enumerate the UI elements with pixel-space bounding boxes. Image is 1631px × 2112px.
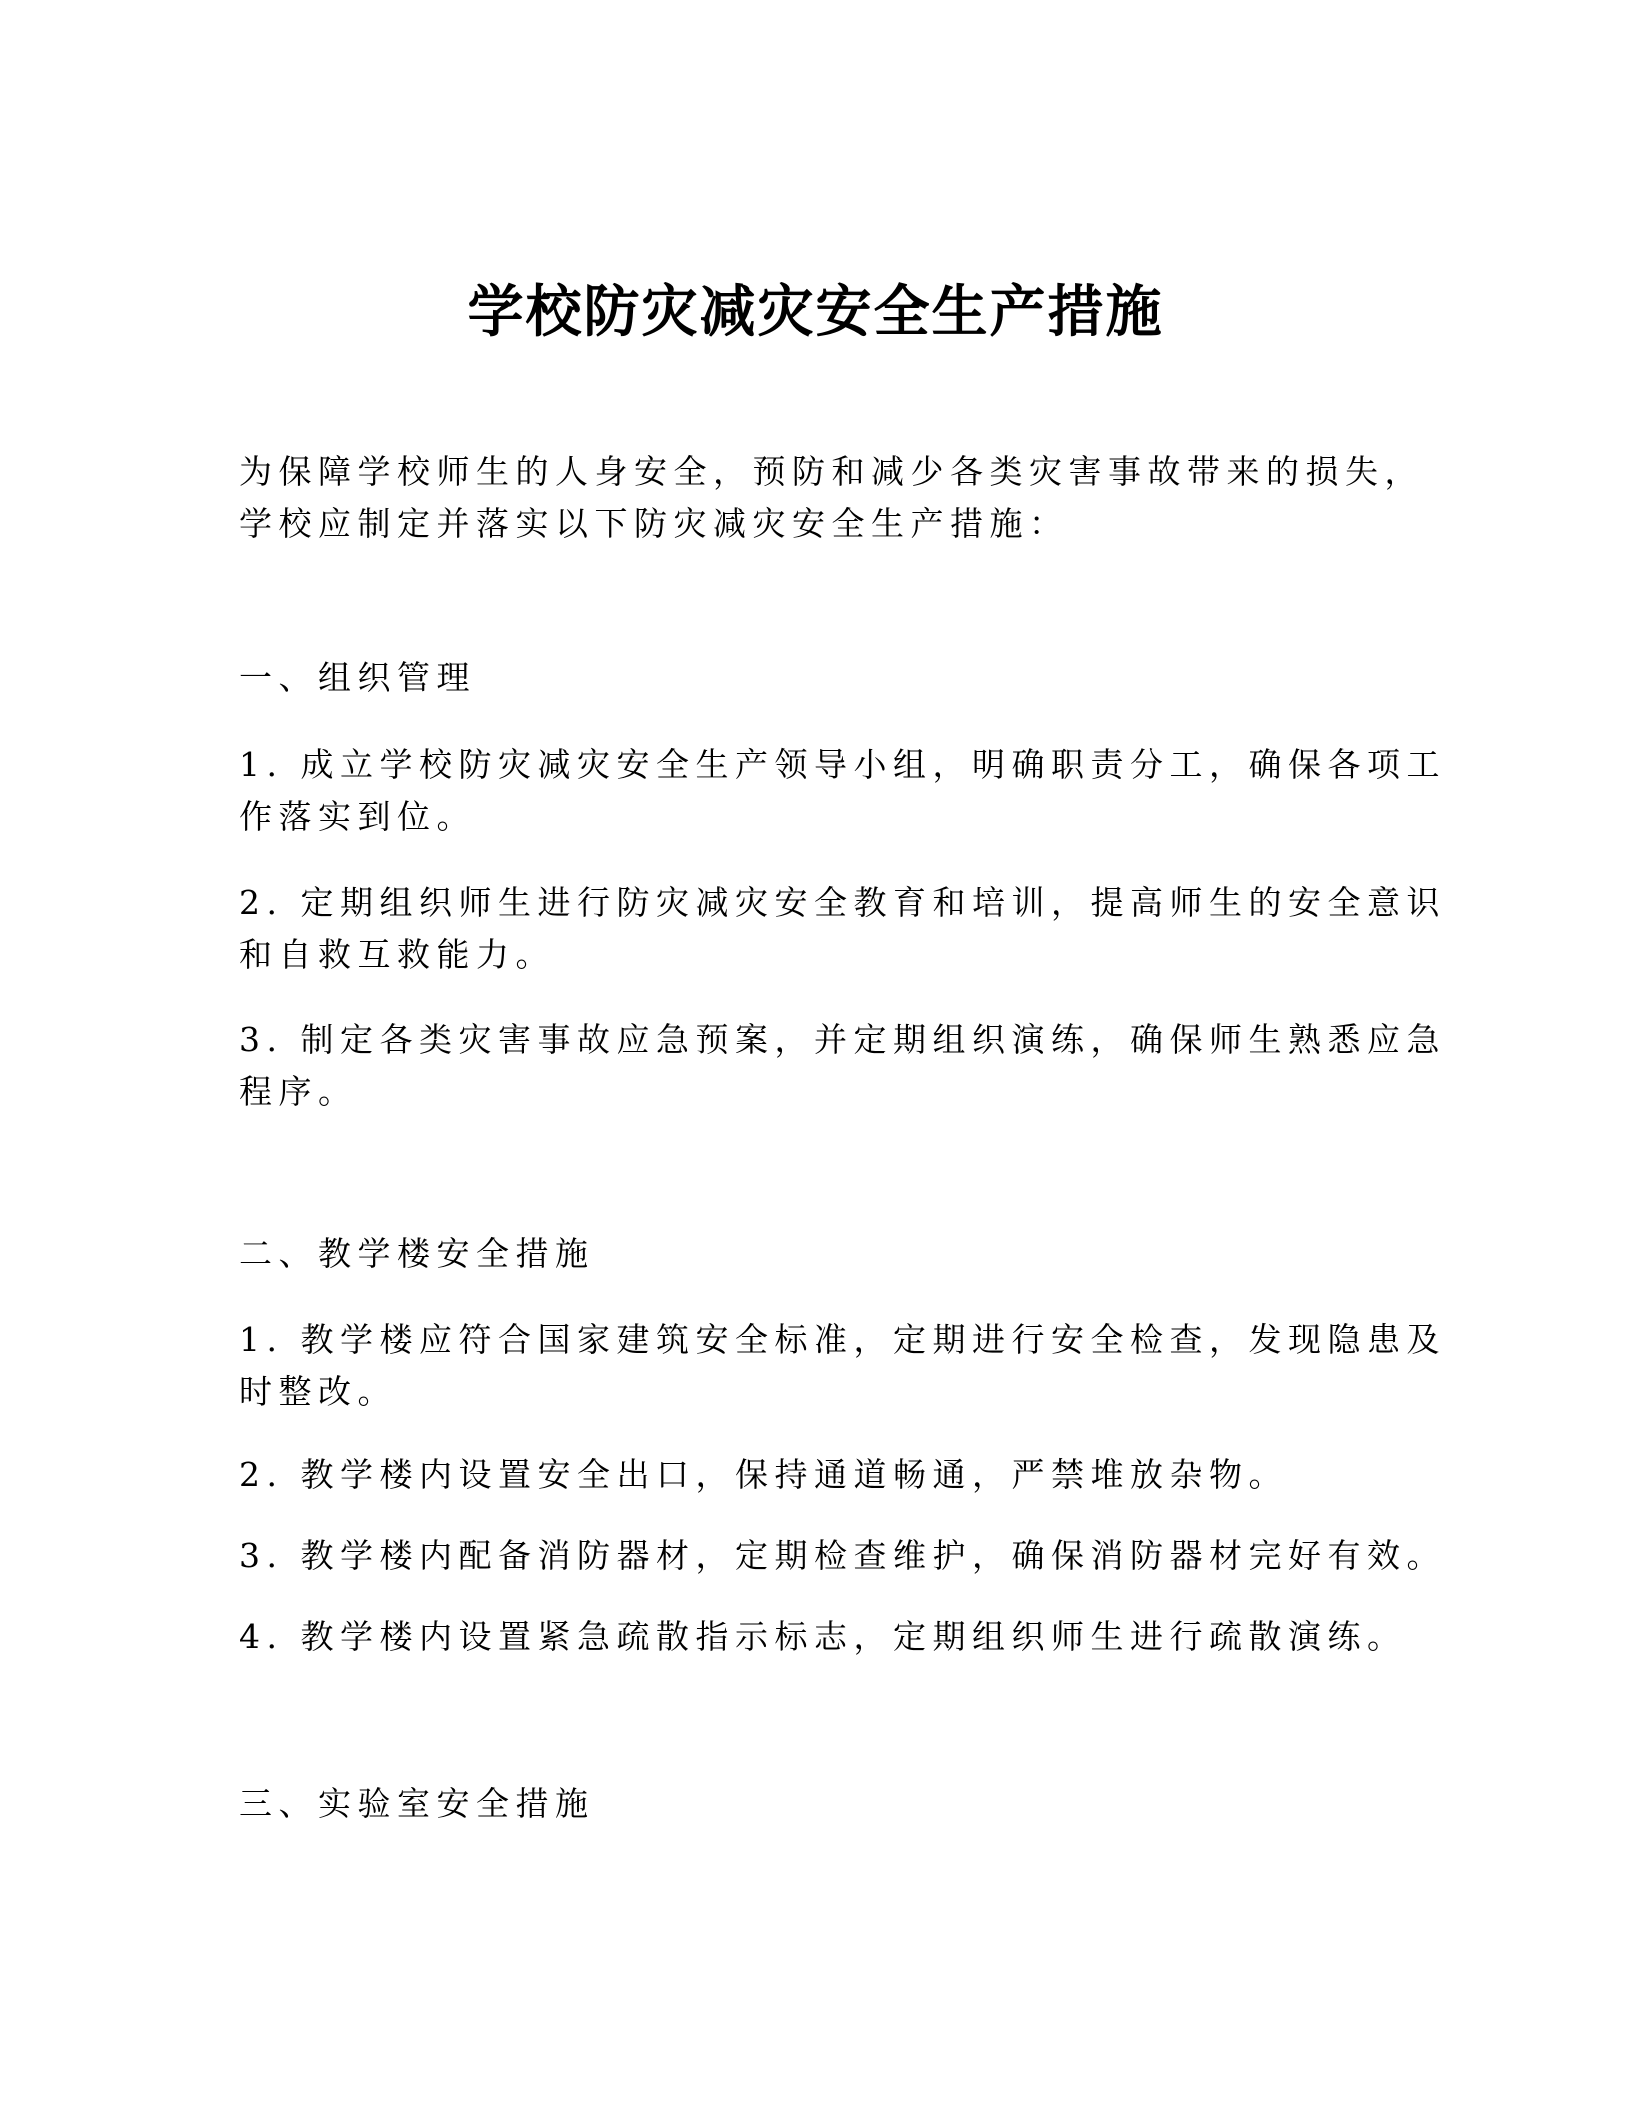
list-item (239, 1314, 1446, 1418)
section-heading: 一、组织管理 (239, 658, 476, 697)
list-item (239, 1530, 1446, 1582)
list-item-line: 2. 定期组织师生进行防灾减灾安全教育和培训，提高师生的安全意识 (239, 883, 1446, 922)
list-item-line: 3. 制定各类灾害事故应急预案，并定期组织演练，确保师生熟悉应急 (239, 1020, 1446, 1059)
list-item (239, 739, 1446, 843)
section-heading: 二、教学楼安全措施 (239, 1234, 595, 1273)
list-item-line: 作落实到位。 (239, 797, 476, 836)
intro-line: 为保障学校师生的人身安全，预防和减少各类灾害事故带来的损失， (239, 452, 1424, 491)
list-item-line: 和自救互救能力。 (239, 935, 555, 974)
list-item (239, 1014, 1446, 1118)
list-item-line: 1. 成立学校防灾减灾安全生产领导小组，明确职责分工，确保各项工 (239, 745, 1446, 784)
section-heading: 三、实验室安全措施 (239, 1784, 595, 1823)
list-item-line: 程序。 (239, 1072, 358, 1111)
list-item-line: 1. 教学楼应符合国家建筑安全标准，定期进行安全检查，发现隐患及 (239, 1320, 1446, 1359)
list-item-line: 4. 教学楼内设置紧急疏散指示标志，定期组织师生进行疏散演练。 (239, 1617, 1407, 1656)
intro-line: 学校应制定并落实以下防灾减灾安全生产措施： (239, 504, 1069, 543)
intro-paragraph (239, 446, 1424, 550)
list-item (239, 877, 1446, 981)
list-item-line: 时整改。 (239, 1372, 397, 1411)
list-item (239, 1611, 1407, 1663)
document-title: 学校防灾减灾安全生产措施 (467, 279, 1164, 345)
list-item-line: 3. 教学楼内配备消防器材，定期检查维护，确保消防器材完好有效。 (239, 1536, 1446, 1575)
list-item-line: 2. 教学楼内设置安全出口，保持通道畅通，严禁堆放杂物。 (239, 1455, 1288, 1494)
list-item (239, 1449, 1389, 1501)
